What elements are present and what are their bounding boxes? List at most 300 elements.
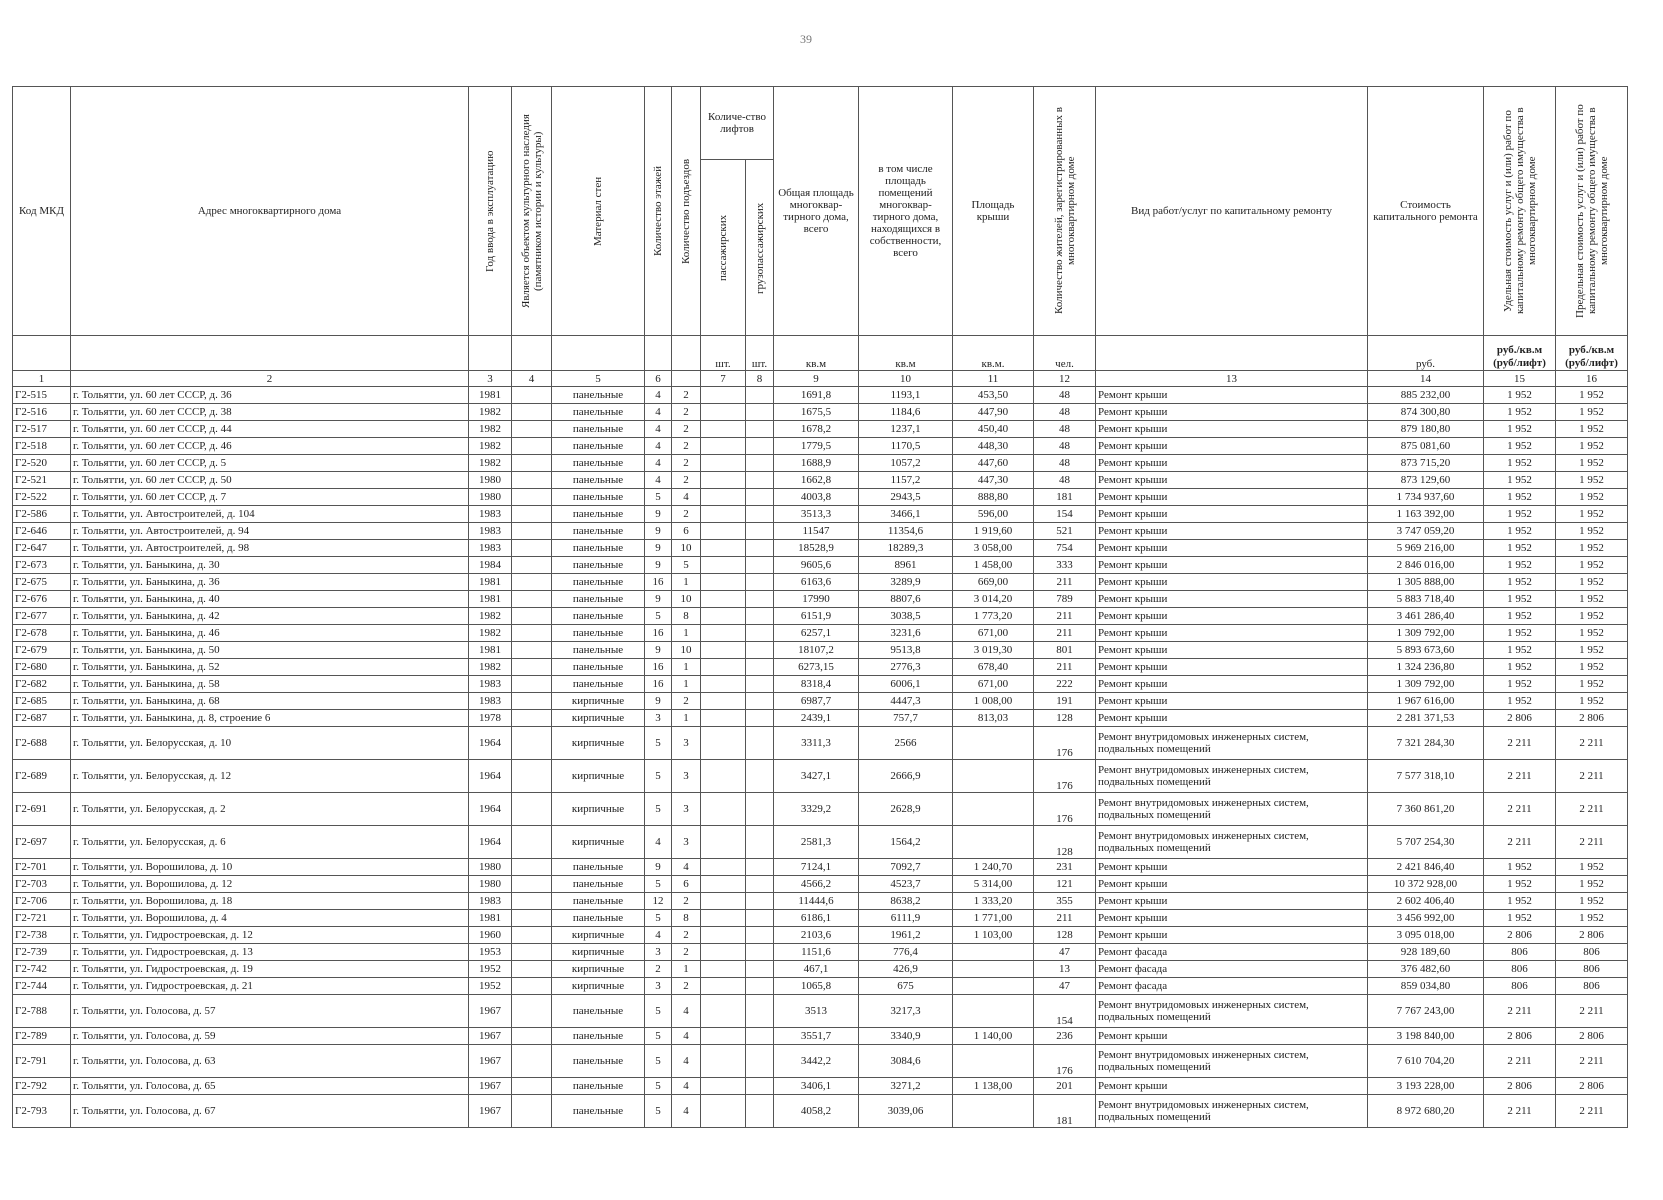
cell-year: 1982 [469, 455, 512, 472]
cell-lifts-passenger [701, 591, 746, 608]
cell-heritage [512, 608, 552, 625]
cell-lifts-passenger [701, 540, 746, 557]
cell-work: Ремонт крыши [1096, 608, 1368, 625]
cell-address: г. Тольятти, ул. Баныкина, д. 30 [71, 557, 469, 574]
cell-entrances: 2 [672, 472, 701, 489]
header-lifts-passenger [701, 160, 746, 336]
cell-year: 1953 [469, 944, 512, 961]
cell-code: Г2-687 [13, 710, 71, 727]
cell-max-cost: 2 211 [1556, 1095, 1628, 1128]
cell-unit-cost: 1 952 [1484, 404, 1556, 421]
cell-code: Г2-647 [13, 540, 71, 557]
cell-total-area: 2581,3 [774, 826, 859, 859]
cell-total-area: 3406,1 [774, 1078, 859, 1095]
cell-wall: панельные [552, 506, 645, 523]
cell-address: г. Тольятти, ул. 60 лет СССР, д. 36 [71, 387, 469, 404]
cell-cost: 885 232,00 [1368, 387, 1484, 404]
cell-year: 1964 [469, 826, 512, 859]
cell-total-area: 11547 [774, 523, 859, 540]
cell-heritage [512, 1028, 552, 1045]
cell-unit-cost: 2 211 [1484, 760, 1556, 793]
cell-lifts-passenger [701, 557, 746, 574]
cell-code: Г2-521 [13, 472, 71, 489]
cell-lifts-cargo [746, 1045, 774, 1078]
cell-address: г. Тольятти, ул. Баныкина, д. 8, строение 6 [71, 710, 469, 727]
cell-roof-area: 447,30 [953, 472, 1034, 489]
table-row [13, 893, 1628, 910]
cell-code: Г2-688 [13, 727, 71, 760]
cell-total-area: 1691,8 [774, 387, 859, 404]
cell-year: 1982 [469, 421, 512, 438]
cell-owned-area: 3038,5 [859, 608, 953, 625]
cell-lifts-passenger [701, 625, 746, 642]
cell-wall: панельные [552, 438, 645, 455]
cell-cost: 3 456 992,00 [1368, 910, 1484, 927]
cell-cost: 1 309 792,00 [1368, 625, 1484, 642]
cell-owned-area: 1057,2 [859, 455, 953, 472]
cell-total-area: 11444,6 [774, 893, 859, 910]
header-residents [1034, 87, 1096, 336]
cell-lifts-passenger [701, 727, 746, 760]
cell-total-area: 3311,3 [774, 727, 859, 760]
cell-roof-area: 448,30 [953, 438, 1034, 455]
cell-lifts-cargo [746, 676, 774, 693]
cell-year: 1983 [469, 893, 512, 910]
cell-code: Г2-522 [13, 489, 71, 506]
cell-entrances: 3 [672, 760, 701, 793]
cell-floors: 3 [645, 978, 672, 995]
cell-heritage [512, 978, 552, 995]
cell-unit-cost: 2 806 [1484, 1078, 1556, 1095]
cell-entrances: 2 [672, 404, 701, 421]
cell-entrances: 2 [672, 927, 701, 944]
cell-year: 1983 [469, 540, 512, 557]
cell-wall: кирпичные [552, 693, 645, 710]
cell-roof-area: 671,00 [953, 625, 1034, 642]
cell-roof-area: 1 333,20 [953, 893, 1034, 910]
cell-max-cost: 1 952 [1556, 472, 1628, 489]
cell-total-area: 6151,9 [774, 608, 859, 625]
table-row [13, 961, 1628, 978]
cell-max-cost: 1 952 [1556, 404, 1628, 421]
cell-roof-area: 1 008,00 [953, 693, 1034, 710]
column-number: 16 [1556, 371, 1628, 387]
cell-residents: 181 [1034, 489, 1096, 506]
cell-floors: 3 [645, 710, 672, 727]
cell-entrances: 1 [672, 710, 701, 727]
cell-roof-area: 1 771,00 [953, 910, 1034, 927]
cell-residents: 48 [1034, 455, 1096, 472]
cell-wall: панельные [552, 995, 645, 1028]
unit-cell [71, 336, 469, 371]
cell-work: Ремонт крыши [1096, 1028, 1368, 1045]
cell-floors: 5 [645, 760, 672, 793]
column-number: 5 [552, 371, 645, 387]
unit-cell: кв.м [859, 336, 953, 371]
cell-residents: 48 [1034, 472, 1096, 489]
cell-address: г. Тольятти, ул. Белорусская, д. 2 [71, 793, 469, 826]
cell-floors: 5 [645, 1095, 672, 1128]
cell-cost: 2 602 406,40 [1368, 893, 1484, 910]
cell-address: г. Тольятти, ул. Гидростроевская, д. 12 [71, 927, 469, 944]
table-row [13, 591, 1628, 608]
cell-unit-cost: 2 211 [1484, 1045, 1556, 1078]
cell-entrances: 2 [672, 455, 701, 472]
cell-lifts-cargo [746, 826, 774, 859]
cell-max-cost: 1 952 [1556, 591, 1628, 608]
cell-unit-cost: 1 952 [1484, 455, 1556, 472]
cell-code: Г2-680 [13, 659, 71, 676]
cell-cost: 3 095 018,00 [1368, 927, 1484, 944]
cell-unit-cost: 806 [1484, 944, 1556, 961]
cell-year: 1960 [469, 927, 512, 944]
cell-roof-area: 447,60 [953, 455, 1034, 472]
cell-wall: панельные [552, 540, 645, 557]
cell-year: 1967 [469, 1095, 512, 1128]
cell-total-area: 1678,2 [774, 421, 859, 438]
cell-residents: 211 [1034, 659, 1096, 676]
cell-entrances: 2 [672, 438, 701, 455]
cell-work: Ремонт внутридомовых инженерных систем, подвальных помещений [1096, 826, 1368, 859]
cell-code: Г2-515 [13, 387, 71, 404]
header-entrances-text: Количество подъездов [680, 158, 692, 264]
cell-code: Г2-673 [13, 557, 71, 574]
cell-year: 1967 [469, 995, 512, 1028]
cell-roof-area: 1 919,60 [953, 523, 1034, 540]
cell-lifts-passenger [701, 760, 746, 793]
cell-roof-area: 1 773,20 [953, 608, 1034, 625]
cell-unit-cost: 2 211 [1484, 826, 1556, 859]
cell-work: Ремонт внутридомовых инженерных систем, подвальных помещений [1096, 727, 1368, 760]
cell-owned-area: 2566 [859, 727, 953, 760]
cell-max-cost: 806 [1556, 944, 1628, 961]
cell-max-cost: 1 952 [1556, 489, 1628, 506]
cell-residents: 128 [1034, 927, 1096, 944]
cell-residents: 176 [1034, 760, 1096, 793]
cell-total-area: 1151,6 [774, 944, 859, 961]
cell-work: Ремонт крыши [1096, 693, 1368, 710]
cell-wall: кирпичные [552, 978, 645, 995]
cell-total-area: 1065,8 [774, 978, 859, 995]
cell-floors: 5 [645, 1028, 672, 1045]
header-total-area: Общая площадь многоквар-тирного дома, всего [774, 87, 859, 336]
header-work: Вид работ/услуг по капитальному ремонту [1096, 87, 1368, 336]
cell-heritage [512, 693, 552, 710]
cell-roof-area: 1 458,00 [953, 557, 1034, 574]
cell-residents: 176 [1034, 793, 1096, 826]
cell-code: Г2-703 [13, 876, 71, 893]
cell-residents: 181 [1034, 1095, 1096, 1128]
cell-floors: 5 [645, 876, 672, 893]
cell-wall: панельные [552, 1078, 645, 1095]
cell-residents: 154 [1034, 995, 1096, 1028]
cell-lifts-cargo [746, 995, 774, 1028]
cell-year: 1967 [469, 1028, 512, 1045]
cell-work: Ремонт крыши [1096, 506, 1368, 523]
cell-year: 1967 [469, 1045, 512, 1078]
cell-wall: панельные [552, 1095, 645, 1128]
cell-code: Г2-677 [13, 608, 71, 625]
table-row [13, 676, 1628, 693]
cell-floors: 9 [645, 591, 672, 608]
cell-max-cost: 1 952 [1556, 642, 1628, 659]
cell-lifts-cargo [746, 876, 774, 893]
table-row [13, 876, 1628, 893]
cell-work: Ремонт крыши [1096, 659, 1368, 676]
cell-code: Г2-791 [13, 1045, 71, 1078]
cell-residents: 128 [1034, 826, 1096, 859]
cell-lifts-passenger [701, 472, 746, 489]
cell-year: 1983 [469, 523, 512, 540]
cell-wall: кирпичные [552, 727, 645, 760]
header-lifts-cargo [746, 160, 774, 336]
cell-residents: 236 [1034, 1028, 1096, 1045]
cell-cost: 10 372 928,00 [1368, 876, 1484, 893]
cell-work: Ремонт крыши [1096, 927, 1368, 944]
cell-wall: кирпичные [552, 793, 645, 826]
cell-max-cost: 1 952 [1556, 876, 1628, 893]
table-row [13, 944, 1628, 961]
cell-wall: панельные [552, 608, 645, 625]
cell-owned-area: 2628,9 [859, 793, 953, 826]
cell-work: Ремонт крыши [1096, 876, 1368, 893]
cell-floors: 5 [645, 1045, 672, 1078]
cell-max-cost: 2 211 [1556, 760, 1628, 793]
unit-cell [672, 336, 701, 371]
cell-total-area: 1779,5 [774, 438, 859, 455]
cell-wall: панельные [552, 574, 645, 591]
table-row [13, 793, 1628, 826]
cell-wall: панельные [552, 591, 645, 608]
cell-floors: 5 [645, 608, 672, 625]
table-row [13, 438, 1628, 455]
cell-lifts-passenger [701, 608, 746, 625]
cell-roof-area [953, 727, 1034, 760]
cell-address: г. Тольятти, ул. Белорусская, д. 12 [71, 760, 469, 793]
cell-address: г. Тольятти, ул. Белорусская, д. 10 [71, 727, 469, 760]
cell-lifts-cargo [746, 910, 774, 927]
cell-max-cost: 1 952 [1556, 421, 1628, 438]
cell-lifts-passenger [701, 1095, 746, 1128]
header-wall [552, 87, 645, 336]
table-row [13, 625, 1628, 642]
cell-year: 1982 [469, 608, 512, 625]
cell-unit-cost: 1 952 [1484, 625, 1556, 642]
cell-address: г. Тольятти, ул. Голосова, д. 65 [71, 1078, 469, 1095]
cell-year: 1983 [469, 506, 512, 523]
cell-owned-area: 776,4 [859, 944, 953, 961]
cell-entrances: 6 [672, 876, 701, 893]
cell-heritage [512, 1078, 552, 1095]
cell-total-area: 3329,2 [774, 793, 859, 826]
cell-cost: 879 180,80 [1368, 421, 1484, 438]
cell-address: г. Тольятти, ул. Автостроителей, д. 94 [71, 523, 469, 540]
cell-lifts-passenger [701, 893, 746, 910]
cell-max-cost: 1 952 [1556, 859, 1628, 876]
cell-unit-cost: 1 952 [1484, 472, 1556, 489]
cell-total-area: 1688,9 [774, 455, 859, 472]
cell-lifts-cargo [746, 387, 774, 404]
cell-lifts-passenger [701, 961, 746, 978]
cell-code: Г2-518 [13, 438, 71, 455]
cell-total-area: 9605,6 [774, 557, 859, 574]
cell-roof-area [953, 1045, 1034, 1078]
cell-owned-area: 9513,8 [859, 642, 953, 659]
cell-roof-area [953, 1095, 1034, 1128]
cell-floors: 12 [645, 893, 672, 910]
cell-floors: 5 [645, 489, 672, 506]
column-number: 4 [512, 371, 552, 387]
cell-owned-area: 1564,2 [859, 826, 953, 859]
cell-code: Г2-586 [13, 506, 71, 523]
cell-residents: 48 [1034, 421, 1096, 438]
cell-lifts-passenger [701, 1045, 746, 1078]
cell-residents: 355 [1034, 893, 1096, 910]
table-row [13, 910, 1628, 927]
table-row [13, 995, 1628, 1028]
unit-cell [512, 336, 552, 371]
cell-work: Ремонт крыши [1096, 455, 1368, 472]
cell-max-cost: 1 952 [1556, 540, 1628, 557]
cell-lifts-passenger [701, 944, 746, 961]
units-row [13, 336, 1628, 371]
cell-owned-area: 1157,2 [859, 472, 953, 489]
column-numbers-row [13, 371, 1628, 387]
cell-entrances: 2 [672, 506, 701, 523]
cell-max-cost: 1 952 [1556, 910, 1628, 927]
unit-cell [645, 336, 672, 371]
cell-work: Ремонт фасада [1096, 978, 1368, 995]
cell-heritage [512, 727, 552, 760]
cell-unit-cost: 2 211 [1484, 793, 1556, 826]
cell-owned-area: 1170,5 [859, 438, 953, 455]
cell-entrances: 8 [672, 608, 701, 625]
cell-owned-area: 11354,6 [859, 523, 953, 540]
cell-roof-area [953, 944, 1034, 961]
cell-residents: 176 [1034, 1045, 1096, 1078]
cell-year: 1964 [469, 793, 512, 826]
table-row [13, 608, 1628, 625]
cell-entrances: 6 [672, 523, 701, 540]
cell-code: Г2-520 [13, 455, 71, 472]
cell-residents: 231 [1034, 859, 1096, 876]
cell-lifts-cargo [746, 574, 774, 591]
cell-lifts-passenger [701, 523, 746, 540]
table-row [13, 1078, 1628, 1095]
cell-owned-area: 6006,1 [859, 676, 953, 693]
capital-repair-table [12, 86, 1628, 1128]
cell-lifts-passenger [701, 910, 746, 927]
header-entrances [672, 87, 701, 336]
column-number: 15 [1484, 371, 1556, 387]
cell-residents: 176 [1034, 727, 1096, 760]
header-year [469, 87, 512, 336]
cell-total-area: 2103,6 [774, 927, 859, 944]
cell-address: г. Тольятти, ул. 60 лет СССР, д. 38 [71, 404, 469, 421]
table-row [13, 489, 1628, 506]
cell-wall: панельные [552, 659, 645, 676]
cell-floors: 16 [645, 659, 672, 676]
cell-cost: 3 747 059,20 [1368, 523, 1484, 540]
cell-floors: 4 [645, 455, 672, 472]
header-max-cost [1556, 87, 1628, 336]
cell-work: Ремонт внутридомовых инженерных систем, подвальных помещений [1096, 760, 1368, 793]
cell-wall: кирпичные [552, 944, 645, 961]
column-number: 3 [469, 371, 512, 387]
cell-max-cost: 1 952 [1556, 659, 1628, 676]
cell-lifts-passenger [701, 927, 746, 944]
cell-unit-cost: 1 952 [1484, 387, 1556, 404]
cell-lifts-cargo [746, 404, 774, 421]
cell-max-cost: 1 952 [1556, 676, 1628, 693]
cell-floors: 16 [645, 574, 672, 591]
cell-work: Ремонт крыши [1096, 710, 1368, 727]
cell-unit-cost: 1 952 [1484, 893, 1556, 910]
cell-address: г. Тольятти, ул. 60 лет СССР, д. 7 [71, 489, 469, 506]
cell-heritage [512, 506, 552, 523]
column-number: 6 [645, 371, 672, 387]
cell-address: г. Тольятти, ул. Баныкина, д. 46 [71, 625, 469, 642]
cell-floors: 5 [645, 727, 672, 760]
cell-work: Ремонт крыши [1096, 676, 1368, 693]
cell-wall: панельные [552, 472, 645, 489]
cell-year: 1982 [469, 438, 512, 455]
cell-lifts-passenger [701, 1028, 746, 1045]
cell-entrances: 4 [672, 1028, 701, 1045]
header-lifts-passenger-text: пассажирских [717, 214, 729, 281]
cell-address: г. Тольятти, ул. 60 лет СССР, д. 44 [71, 421, 469, 438]
cell-wall: панельные [552, 676, 645, 693]
cell-year: 1982 [469, 404, 512, 421]
cell-owned-area: 6111,9 [859, 910, 953, 927]
table-row [13, 927, 1628, 944]
cell-cost: 875 081,60 [1368, 438, 1484, 455]
cell-residents: 211 [1034, 574, 1096, 591]
cell-owned-area: 1184,6 [859, 404, 953, 421]
cell-owned-area: 675 [859, 978, 953, 995]
cell-cost: 3 461 286,40 [1368, 608, 1484, 625]
cell-owned-area: 3084,6 [859, 1045, 953, 1078]
cell-code: Г2-689 [13, 760, 71, 793]
cell-work: Ремонт крыши [1096, 893, 1368, 910]
cell-lifts-passenger [701, 642, 746, 659]
cell-code: Г2-691 [13, 793, 71, 826]
cell-residents: 128 [1034, 710, 1096, 727]
header-floors-text: Количество этажей [652, 165, 664, 257]
cell-residents: 333 [1034, 557, 1096, 574]
cell-max-cost: 2 806 [1556, 1028, 1628, 1045]
cell-heritage [512, 760, 552, 793]
cell-roof-area: 5 314,00 [953, 876, 1034, 893]
cell-lifts-passenger [701, 659, 746, 676]
cell-year: 1952 [469, 961, 512, 978]
cell-lifts-cargo [746, 489, 774, 506]
cell-cost: 1 324 236,80 [1368, 659, 1484, 676]
cell-entrances: 2 [672, 387, 701, 404]
cell-floors: 5 [645, 910, 672, 927]
cell-code: Г2-744 [13, 978, 71, 995]
cell-roof-area: 1 240,70 [953, 859, 1034, 876]
cell-floors: 9 [645, 557, 672, 574]
cell-heritage [512, 1045, 552, 1078]
cell-max-cost: 2 211 [1556, 793, 1628, 826]
cell-total-area: 6273,15 [774, 659, 859, 676]
cell-code: Г2-706 [13, 893, 71, 910]
cell-entrances: 4 [672, 489, 701, 506]
cell-max-cost: 2 806 [1556, 1078, 1628, 1095]
cell-lifts-passenger [701, 404, 746, 421]
header-lifts-cargo-text: грузопассажирских [753, 201, 766, 294]
